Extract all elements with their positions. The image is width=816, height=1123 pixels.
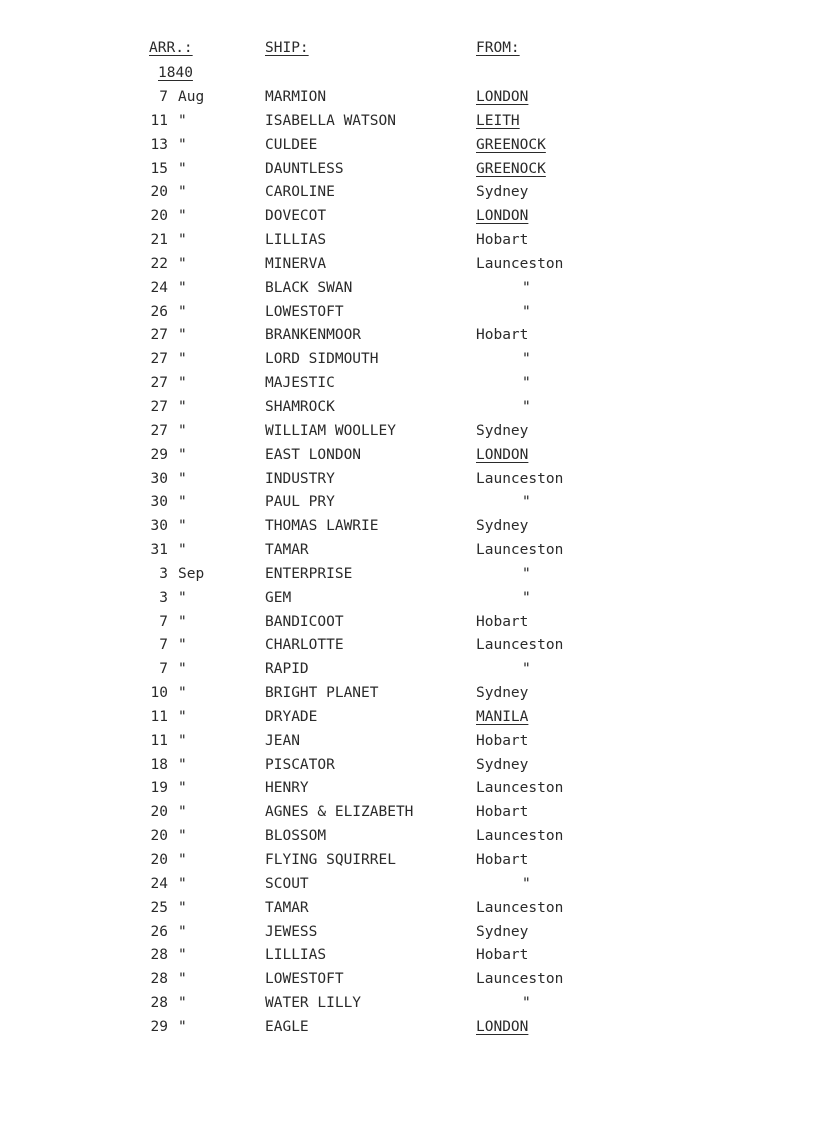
origin-port: LEITH [476,112,520,129]
list-item [0,1016,816,1040]
arrival-day: 27 [150,422,168,439]
arrival-month: " [178,1018,187,1035]
origin-port: Launceston [476,542,564,559]
list-item [0,992,816,1016]
arrival-month: " [178,685,187,702]
origin-port: Launceston [476,780,564,797]
origin-port: Launceston [476,255,564,272]
arrival-month: " [178,828,187,845]
arrival-day: 10 [150,685,168,702]
list-item [0,134,816,158]
ship-name: PISCATOR [265,756,335,773]
origin-port: Hobart [476,947,529,964]
origin-port: " [522,494,531,511]
list-item [0,396,816,420]
origin-port: LONDON [476,89,529,105]
list-item [0,301,816,325]
list-item [0,849,816,873]
arrival-day: 29 [150,446,168,463]
list-item [0,158,816,182]
arrival-month: " [178,613,187,630]
ship-name: TAMAR [265,899,309,916]
origin-port: Hobart [476,732,529,749]
arrival-day: 25 [150,899,168,916]
arrival-day: 30 [150,470,168,487]
ship-name: BLACK SWAN [265,279,353,296]
ship-name: PAUL PRY [265,494,335,511]
arrival-month: " [178,899,187,916]
arrival-day: 24 [150,875,168,892]
list-item [0,706,816,730]
list-item [0,587,816,611]
arrival-month: " [178,780,187,797]
list-item [0,897,816,921]
ship-name: JEAN [265,732,300,749]
ship-name: LILLIAS [265,232,327,249]
list-item [0,944,816,968]
origin-port: Sydney [476,685,529,702]
arrival-day: 7 [159,637,168,654]
arrival-month: " [178,255,187,272]
arrival-month: " [178,422,187,439]
ship-name: DOVECOT [265,208,327,225]
ship-name: LORD SIDMOUTH [265,351,379,368]
ship-name: CAROLINE [265,184,335,201]
arrival-month: " [178,947,187,964]
ship-name: LILLIAS [265,947,327,964]
year-label: 1840 [158,65,193,81]
arrival-day: 11 [150,112,168,129]
list-item [0,277,816,301]
list-item [0,873,816,897]
origin-port: GREENOCK [476,136,546,153]
arrival-month: " [178,208,187,225]
ship-name: WILLIAM WOOLLEY [265,422,396,439]
list-item [0,86,816,110]
arrival-month: " [178,589,187,606]
list-item [0,968,816,992]
arrival-day: 19 [150,780,168,797]
arrival-column-header: ARR.: [149,40,193,56]
origin-port: Hobart [476,327,529,344]
arrival-day: 28 [150,947,168,964]
arrival-day: 7 [159,613,168,630]
ship-name: MINERVA [265,255,327,272]
arrival-month: " [178,875,187,892]
arrival-month: " [178,446,187,463]
arrival-day: 31 [150,542,168,559]
list-item [0,611,816,635]
arrival-month: " [178,804,187,821]
ship-name: SHAMROCK [265,398,335,415]
arrival-month: " [178,184,187,201]
ship-name: MAJESTIC [265,375,335,392]
ship-column-header: SHIP: [265,40,309,56]
list-item [0,444,816,468]
arrival-day: 26 [150,923,168,940]
origin-port: Sydney [476,756,529,773]
arrival-day: 13 [150,136,168,153]
arrival-month: " [178,279,187,296]
ship-name: RAPID [265,661,309,678]
ship-name: THOMAS LAWRIE [265,518,379,535]
arrival-day: 20 [150,828,168,845]
origin-port: Launceston [476,470,564,487]
ship-name: WATER LILLY [265,995,362,1012]
ship-name: FLYING SQUIRREL [265,852,396,868]
list-item [0,825,816,849]
arrival-day: 7 [159,89,168,105]
origin-port: " [522,303,531,320]
arrival-day: 3 [159,589,168,606]
arrival-day: 27 [150,375,168,392]
list-item [0,372,816,396]
ship-name: BRANKENMOOR [265,327,362,344]
arrival-month: Sep [178,565,205,582]
ship-name: ISABELLA WATSON [265,112,396,129]
arrival-day: 20 [150,804,168,821]
list-item [0,658,816,682]
origin-port: Sydney [476,923,529,940]
arrival-day: 27 [150,351,168,368]
list-item [0,468,816,492]
list-item [0,229,816,253]
arrival-day: 18 [150,756,168,773]
origin-port: " [522,398,531,415]
arrival-day: 3 [159,565,168,582]
list-item [0,348,816,372]
list-item [0,515,816,539]
arrival-month: " [178,518,187,535]
arrival-day: 11 [150,708,168,725]
list-item [0,205,816,229]
arrival-month: " [178,327,187,344]
list-item [0,324,816,348]
arrival-day: 30 [150,518,168,535]
origin-port: " [522,589,531,606]
list-item [0,801,816,825]
arrival-month: " [178,708,187,725]
arrival-month: " [178,732,187,749]
origin-port: GREENOCK [476,160,546,177]
arrival-day: 20 [150,208,168,225]
arrival-day: 7 [159,661,168,678]
arrival-month: " [178,160,187,177]
list-item [0,777,816,801]
ship-name: AGNES & ELIZABETH [265,804,414,821]
arrival-day: 29 [150,1018,168,1035]
list-item [0,539,816,563]
arrival-day: 28 [150,971,168,988]
ship-name: DAUNTLESS [265,160,344,177]
ship-name: EAGLE [265,1018,309,1035]
ship-name: BANDICOOT [265,613,344,630]
list-item [0,253,816,277]
arrival-day: 21 [150,232,168,249]
list-item [0,754,816,778]
arrival-month: " [178,971,187,988]
arrival-month: " [178,136,187,153]
arrival-month: " [178,398,187,415]
origin-port: " [522,375,531,392]
arrival-month: " [178,661,187,678]
arrival-day: 27 [150,398,168,415]
origin-port: Launceston [476,971,564,988]
origin-port: Hobart [476,852,529,868]
ship-name: GEM [265,589,292,606]
arrival-month: Aug [178,89,205,105]
ship-name: DRYADE [265,708,318,725]
arrival-day: 11 [150,732,168,749]
arrival-month: " [178,375,187,392]
arrival-month: " [178,637,187,654]
origin-port: " [522,875,531,892]
ship-name: LOWESTOFT [265,303,344,320]
arrival-month: " [178,995,187,1012]
arrival-day: 28 [150,995,168,1012]
origin-port: LONDON [476,446,529,463]
ship-name: INDUSTRY [265,470,335,487]
list-item [0,921,816,945]
arrival-day: 20 [150,184,168,201]
origin-port: " [522,351,531,368]
arrival-day: 27 [150,327,168,344]
ship-name: CHARLOTTE [265,637,344,654]
arrival-day: 24 [150,279,168,296]
ship-name: ENTERPRISE [265,565,353,582]
arrival-month: " [178,494,187,511]
origin-port: " [522,279,531,296]
arrival-month: " [178,303,187,320]
ship-name: JEWESS [265,923,318,940]
ship-name: CULDEE [265,136,318,153]
ship-name: TAMAR [265,542,309,559]
origin-port: " [522,995,531,1012]
origin-port: Launceston [476,828,564,845]
list-item [0,110,816,134]
origin-port: Sydney [476,422,529,439]
list-item [0,634,816,658]
arrival-day: 30 [150,494,168,511]
list-item [0,730,816,754]
origin-port: LONDON [476,208,529,225]
origin-port: LONDON [476,1018,529,1035]
origin-port: Sydney [476,184,529,201]
ship-name: MARMION [265,89,327,105]
list-item [0,181,816,205]
arrival-month: " [178,470,187,487]
origin-port: Launceston [476,899,564,916]
origin-port: Hobart [476,232,529,249]
arrival-month: " [178,852,187,868]
ship-name: EAST LONDON [265,446,362,463]
ship-name: SCOUT [265,875,309,892]
list-item [0,420,816,444]
list-item [0,491,816,515]
arrival-day: 20 [150,852,168,868]
origin-port: MANILA [476,708,529,725]
arrival-day: 15 [150,160,168,177]
arrival-day: 26 [150,303,168,320]
arrival-month: " [178,756,187,773]
arrival-month: " [178,923,187,940]
arrivals-list [0,86,816,1040]
origin-port: " [522,661,531,678]
arrival-day: 22 [150,255,168,272]
ship-name: HENRY [265,780,309,797]
arrival-month: " [178,232,187,249]
ship-name: LOWESTOFT [265,971,344,988]
origin-port: Sydney [476,518,529,535]
arrival-month: " [178,112,187,129]
arrival-month: " [178,351,187,368]
arrival-month: " [178,542,187,559]
origin-port: Hobart [476,804,529,821]
ship-name: BLOSSOM [265,828,327,845]
ship-name: BRIGHT PLANET [265,685,379,702]
origin-column-header: FROM: [476,40,520,56]
origin-port: " [522,565,531,582]
list-item [0,563,816,587]
origin-port: Hobart [476,613,529,630]
list-item [0,682,816,706]
origin-port: Launceston [476,637,564,654]
